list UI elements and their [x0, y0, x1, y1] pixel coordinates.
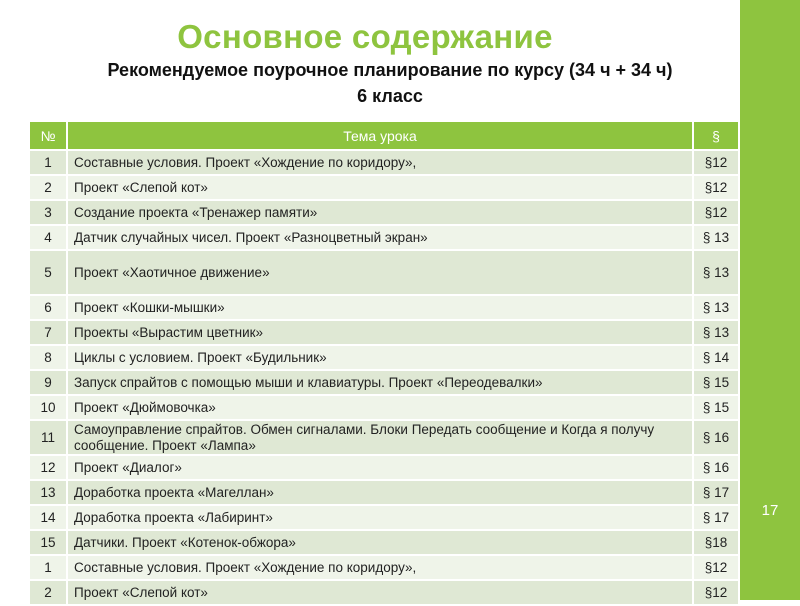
row-topic: Проект «Слепой кот» [67, 175, 693, 200]
table-row [29, 345, 739, 370]
row-section: § 17 [693, 505, 739, 530]
row-topic: Проект «Хаотичное движение» [67, 250, 693, 295]
row-section: §12 [693, 150, 739, 175]
table-row [29, 250, 739, 295]
row-num: 11 [29, 420, 67, 455]
row-section: § 13 [693, 225, 739, 250]
row-topic: Доработка проекта «Магеллан» [67, 480, 693, 505]
row-section: §12 [693, 580, 739, 605]
row-topic: Составные условия. Проект «Хождение по коридору», [67, 555, 693, 580]
table-row [29, 505, 739, 530]
row-section: § 15 [693, 370, 739, 395]
row-num: 2 [29, 580, 67, 605]
row-num: 14 [29, 505, 67, 530]
row-section: § 16 [693, 455, 739, 480]
row-num: 4 [29, 225, 67, 250]
row-num: 7 [29, 320, 67, 345]
row-topic: Проекты «Вырастим цветник» [67, 320, 693, 345]
header-topic: Тема урока [67, 121, 693, 150]
row-topic: Проект «Кошки-мышки» [67, 295, 693, 320]
row-section: § 15 [693, 395, 739, 420]
table-row [29, 555, 739, 580]
page-title: Основное содержание [177, 18, 553, 55]
row-topic: Проект «Диалог» [67, 455, 693, 480]
header-num: № [29, 121, 67, 150]
row-section: §12 [693, 555, 739, 580]
lesson-plan-table [28, 120, 740, 606]
table-row [29, 420, 739, 455]
table-row [29, 150, 739, 175]
row-num: 10 [29, 395, 67, 420]
table-row [29, 395, 739, 420]
row-section: § 13 [693, 320, 739, 345]
row-num: 1 [29, 555, 67, 580]
table-row [29, 480, 739, 505]
row-num: 5 [29, 250, 67, 295]
row-section: §12 [693, 200, 739, 225]
row-num: 3 [29, 200, 67, 225]
row-section: § 13 [693, 250, 739, 295]
row-topic: Самоуправление спрайтов. Обмен сигналами. Блоки Передать сообщение и Когда я получу сообщение. Проект «Лампа» [67, 420, 693, 455]
row-topic: Циклы с условием. Проект «Будильник» [67, 345, 693, 370]
row-num: 6 [29, 295, 67, 320]
table-row [29, 370, 739, 395]
row-section: § 16 [693, 420, 739, 455]
row-num: 12 [29, 455, 67, 480]
page-subtitle: Рекомендуемое поурочное планирование по курсу (34 ч + 34 ч) [107, 60, 673, 80]
row-topic: Проект «Дюймовочка» [67, 395, 693, 420]
row-section: § 17 [693, 480, 739, 505]
table-row [29, 455, 739, 480]
row-topic: Проект «Слепой кот» [67, 580, 693, 605]
table-header-row [29, 121, 739, 150]
row-num: 8 [29, 345, 67, 370]
table-row [29, 175, 739, 200]
row-topic: Доработка проекта «Лабиринт» [67, 505, 693, 530]
row-num: 1 [29, 150, 67, 175]
row-topic: Создание проекта «Тренажер памяти» [67, 200, 693, 225]
row-topic: Составные условия. Проект «Хождение по коридору», [67, 150, 693, 175]
table-row [29, 580, 739, 605]
row-num: 9 [29, 370, 67, 395]
grade-label: 6 класс [357, 86, 423, 106]
table-row [29, 225, 739, 250]
row-section: §12 [693, 175, 739, 200]
table-row [29, 530, 739, 555]
table-row [29, 320, 739, 345]
row-num: 13 [29, 480, 67, 505]
row-topic: Запуск спрайтов с помощью мыши и клавиатуры. Проект «Переодевалки» [67, 370, 693, 395]
slide-number: 17 [761, 502, 779, 519]
row-topic: Датчики. Проект «Котенок-обжора» [67, 530, 693, 555]
header-section: § [693, 121, 739, 150]
row-topic: Датчик случайных чисел. Проект «Разноцветный экран» [67, 225, 693, 250]
row-num: 2 [29, 175, 67, 200]
table-row [29, 200, 739, 225]
table-row [29, 295, 739, 320]
row-section: § 13 [693, 295, 739, 320]
row-num: 15 [29, 530, 67, 555]
row-section: §18 [693, 530, 739, 555]
row-section: § 14 [693, 345, 739, 370]
